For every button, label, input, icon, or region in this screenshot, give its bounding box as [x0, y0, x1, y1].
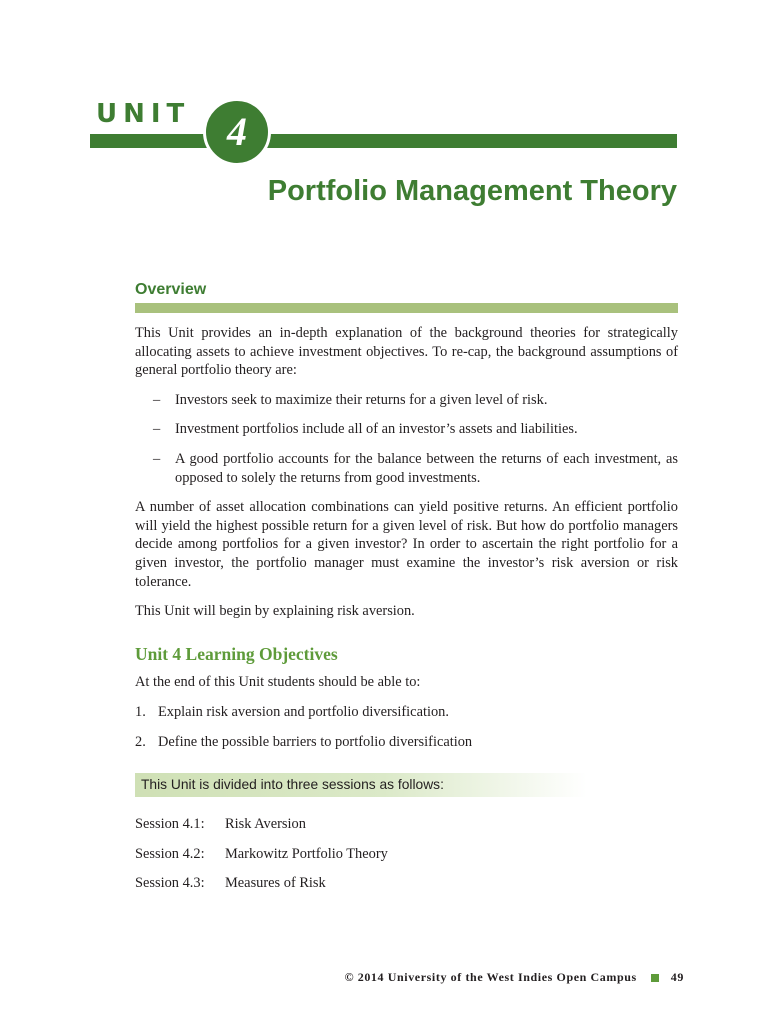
objective-text: Define the possible barriers to portfolio diversification — [158, 733, 473, 750]
unit-label: UNIT — [96, 99, 191, 129]
item-number: 2. — [135, 733, 146, 750]
sessions-list — [135, 815, 678, 893]
page-title: Portfolio Management Theory — [267, 175, 677, 207]
copyright-text: © 2014 University of the West Indies Open Campus — [344, 970, 637, 984]
session-title: Risk Aversion — [225, 816, 306, 833]
assumptions-list — [135, 391, 678, 487]
session-row — [135, 874, 678, 893]
square-bullet-icon — [651, 974, 659, 982]
assumption-text: Investment portfolios include all of an investor’s assets and liabilities. — [175, 421, 578, 438]
list-item — [135, 733, 678, 752]
overview-paragraph: This Unit will begin by explaining risk aversion. — [135, 603, 415, 620]
item-number: 1. — [135, 703, 146, 720]
session-title: Measures of Risk — [225, 875, 326, 892]
assumption-text: Investors seek to maximize their returns for a given level of risk. — [175, 391, 548, 408]
objectives-list — [135, 703, 678, 751]
objectives-intro: At the end of this Unit students should be able to: — [135, 674, 421, 691]
dash-marker: – — [153, 421, 161, 438]
list-item — [135, 420, 678, 439]
list-item — [135, 703, 678, 722]
unit-number-badge: 4 — [203, 98, 271, 166]
overview-intro: This Unit provides an in-depth explanation of the background theories for strategically allocating assets to achieve investment objectives. To re-cap, the background assumptions of general portfolio theory are: — [135, 325, 678, 379]
session-title: Markowitz Portfolio Theory — [225, 845, 388, 862]
dash-marker: – — [153, 391, 161, 408]
sessions-banner: This Unit is divided into three sessions as follows: — [135, 773, 587, 797]
session-row — [135, 815, 678, 834]
objectives-heading: Unit 4 Learning Objectives — [135, 643, 338, 664]
page-number: 49 — [670, 970, 684, 984]
unit-header-bar — [90, 134, 677, 148]
assumption-text: A good portfolio accounts for the balance between the returns of each investment, as opposed to solely the returns from good investments. — [175, 450, 678, 486]
objective-text: Explain risk aversion and portfolio diversification. — [158, 703, 449, 720]
dash-marker: – — [153, 450, 161, 467]
session-code: Session 4.2: — [135, 845, 205, 862]
session-code: Session 4.3: — [135, 875, 205, 892]
overview-paragraph: A number of asset allocation combinations can yield positive returns. An efficient portfolio will yield the highest possible return for a given level of risk. But how do portfolio managers decide among portfolios for a given investor? In order to ascertain the right portfolio for a given investor, the portfolio manager must examine the investor’s risk aversion or risk tolerance. — [135, 499, 678, 590]
page-footer — [345, 970, 684, 985]
list-item — [135, 391, 678, 410]
overview-divider — [135, 303, 678, 313]
overview-heading: Overview — [135, 281, 207, 298]
session-code: Session 4.1: — [135, 816, 205, 833]
session-row — [135, 845, 678, 864]
list-item — [135, 450, 678, 487]
body-content — [135, 324, 678, 904]
